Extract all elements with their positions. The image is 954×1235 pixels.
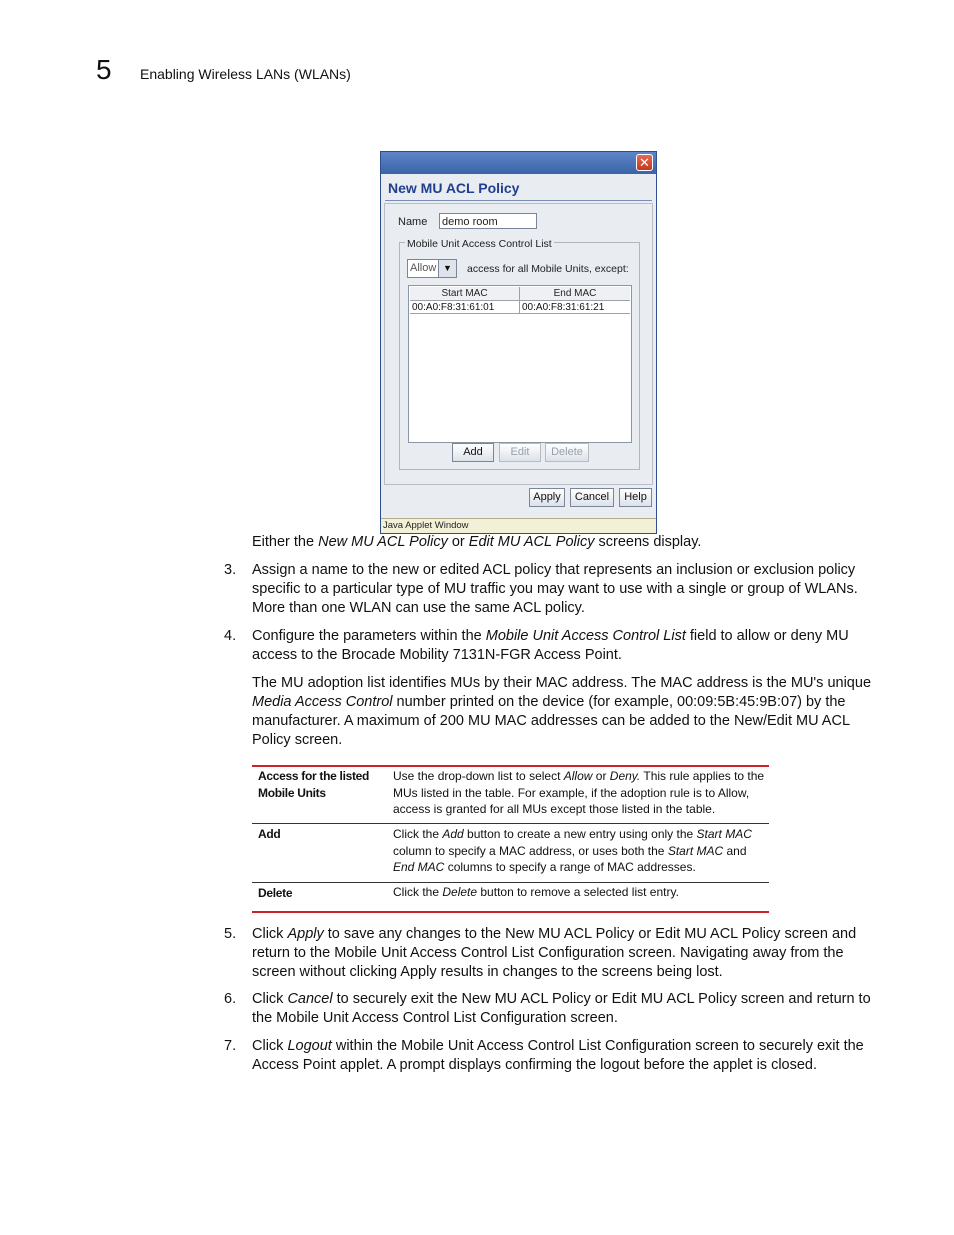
- window-heading: New MU ACL Policy: [388, 180, 520, 196]
- step-number: 5.: [224, 926, 237, 942]
- edit-button[interactable]: Edit: [499, 443, 541, 462]
- column-start-mac[interactable]: Start MAC: [410, 287, 520, 301]
- table-cell-end-mac[interactable]: 00:A0:F8:31:61:21: [520, 301, 630, 314]
- table-cell-start-mac[interactable]: 00:A0:F8:31:61:01: [410, 301, 520, 314]
- close-icon[interactable]: ✕: [636, 154, 653, 171]
- def-delete: Click the Delete button to remove a selected list entry.: [393, 885, 679, 899]
- new-mu-acl-policy-window: [380, 151, 657, 534]
- def-access-listed: Use the drop-down list to select Allow or Deny. This rule applies to the MUs listed in the table. For example, if the adoption rule is to Allow, access is granted for all MUs except those listed in the table.: [393, 769, 765, 816]
- term-delete: Delete: [258, 886, 293, 900]
- step-number: 7.: [224, 1038, 237, 1054]
- def-add: Click the Add button to create a new entry using only the Start MAC column to specify a MAC address, or uses both the Start MAC and End MAC columns to specify a range of MAC addresses.: [393, 827, 752, 874]
- step-3-text: Assign a name to the new or edited ACL policy that represents an inclusion or exclusion policy specific to a particular type of MU traffic you may want to use with a single or group of WLANs. More than one WLAN can use the same ACL policy.: [252, 562, 858, 616]
- step-number: 3.: [224, 562, 237, 578]
- chapter-number: 5: [96, 54, 112, 85]
- applet-status-bar: Java Applet Window: [381, 518, 656, 533]
- mac-table: [408, 285, 632, 443]
- apply-button[interactable]: Apply: [529, 488, 565, 507]
- access-text: access for all Mobile Units, except:: [467, 263, 629, 275]
- name-input[interactable]: demo room: [439, 213, 537, 229]
- table-bottom-rule: [252, 911, 769, 913]
- name-label: Name: [398, 216, 428, 228]
- term-add: Add: [258, 827, 281, 841]
- step-5-text: Click Apply to save any changes to the New MU ACL Policy or Edit MU ACL Policy screen and return to the Mobile Unit Access Control List Configuration screen. Navigating away from the screen without clicking Apply results in changes to the screens being lost.: [252, 926, 857, 980]
- cancel-button[interactable]: Cancel: [570, 488, 614, 507]
- help-button[interactable]: Help: [619, 488, 652, 507]
- step-4-text: Configure the parameters within the Mobile Unit Access Control List field to allow or deny MU access to the Brocade Mobility 7131N-FGR Access Point.: [252, 628, 849, 663]
- table-top-rule: [252, 765, 769, 767]
- step-4-note: The MU adoption list identifies MUs by their MAC address. The MAC address is the MU's unique Media Access Control number printed on the device (for example, 00:09:5B:45:9B:07) by the manufacturer. A maximum of 200 MU MAC addresses can be added to the New/Edit MU ACL Policy screen.: [252, 675, 872, 748]
- step-7-text: Click Logout within the Mobile Unit Access Control List Configuration screen to securely exit the Access Point applet. A prompt displays confirming the logout before the applet is closed.: [252, 1038, 864, 1073]
- step-number: 6.: [224, 991, 237, 1007]
- row-divider: [252, 882, 769, 883]
- term-access-listed: Access for the listed Mobile Units: [258, 769, 370, 800]
- add-button[interactable]: Add: [452, 443, 494, 462]
- chevron-down-icon[interactable]: ▼: [438, 260, 456, 277]
- delete-button[interactable]: Delete: [545, 443, 589, 462]
- group-label: Mobile Unit Access Control List: [407, 238, 552, 250]
- step-number: 4.: [224, 628, 237, 644]
- row-divider: [252, 823, 769, 824]
- allow-deny-select[interactable]: [407, 259, 457, 278]
- column-end-mac[interactable]: End MAC: [520, 287, 630, 301]
- window-titlebar: [381, 152, 656, 174]
- step-6-text: Click Cancel to securely exit the New MU ACL Policy or Edit MU ACL Policy screen and return to the Mobile Unit Access Control List Configuration screen.: [252, 991, 871, 1026]
- select-value: Allow: [410, 262, 437, 274]
- chapter-title: Enabling Wireless LANs (WLANs): [140, 66, 351, 82]
- heading-divider: [385, 200, 652, 201]
- figure-caption: Either the New MU ACL Policy or Edit MU ACL Policy screens display.: [252, 534, 702, 550]
